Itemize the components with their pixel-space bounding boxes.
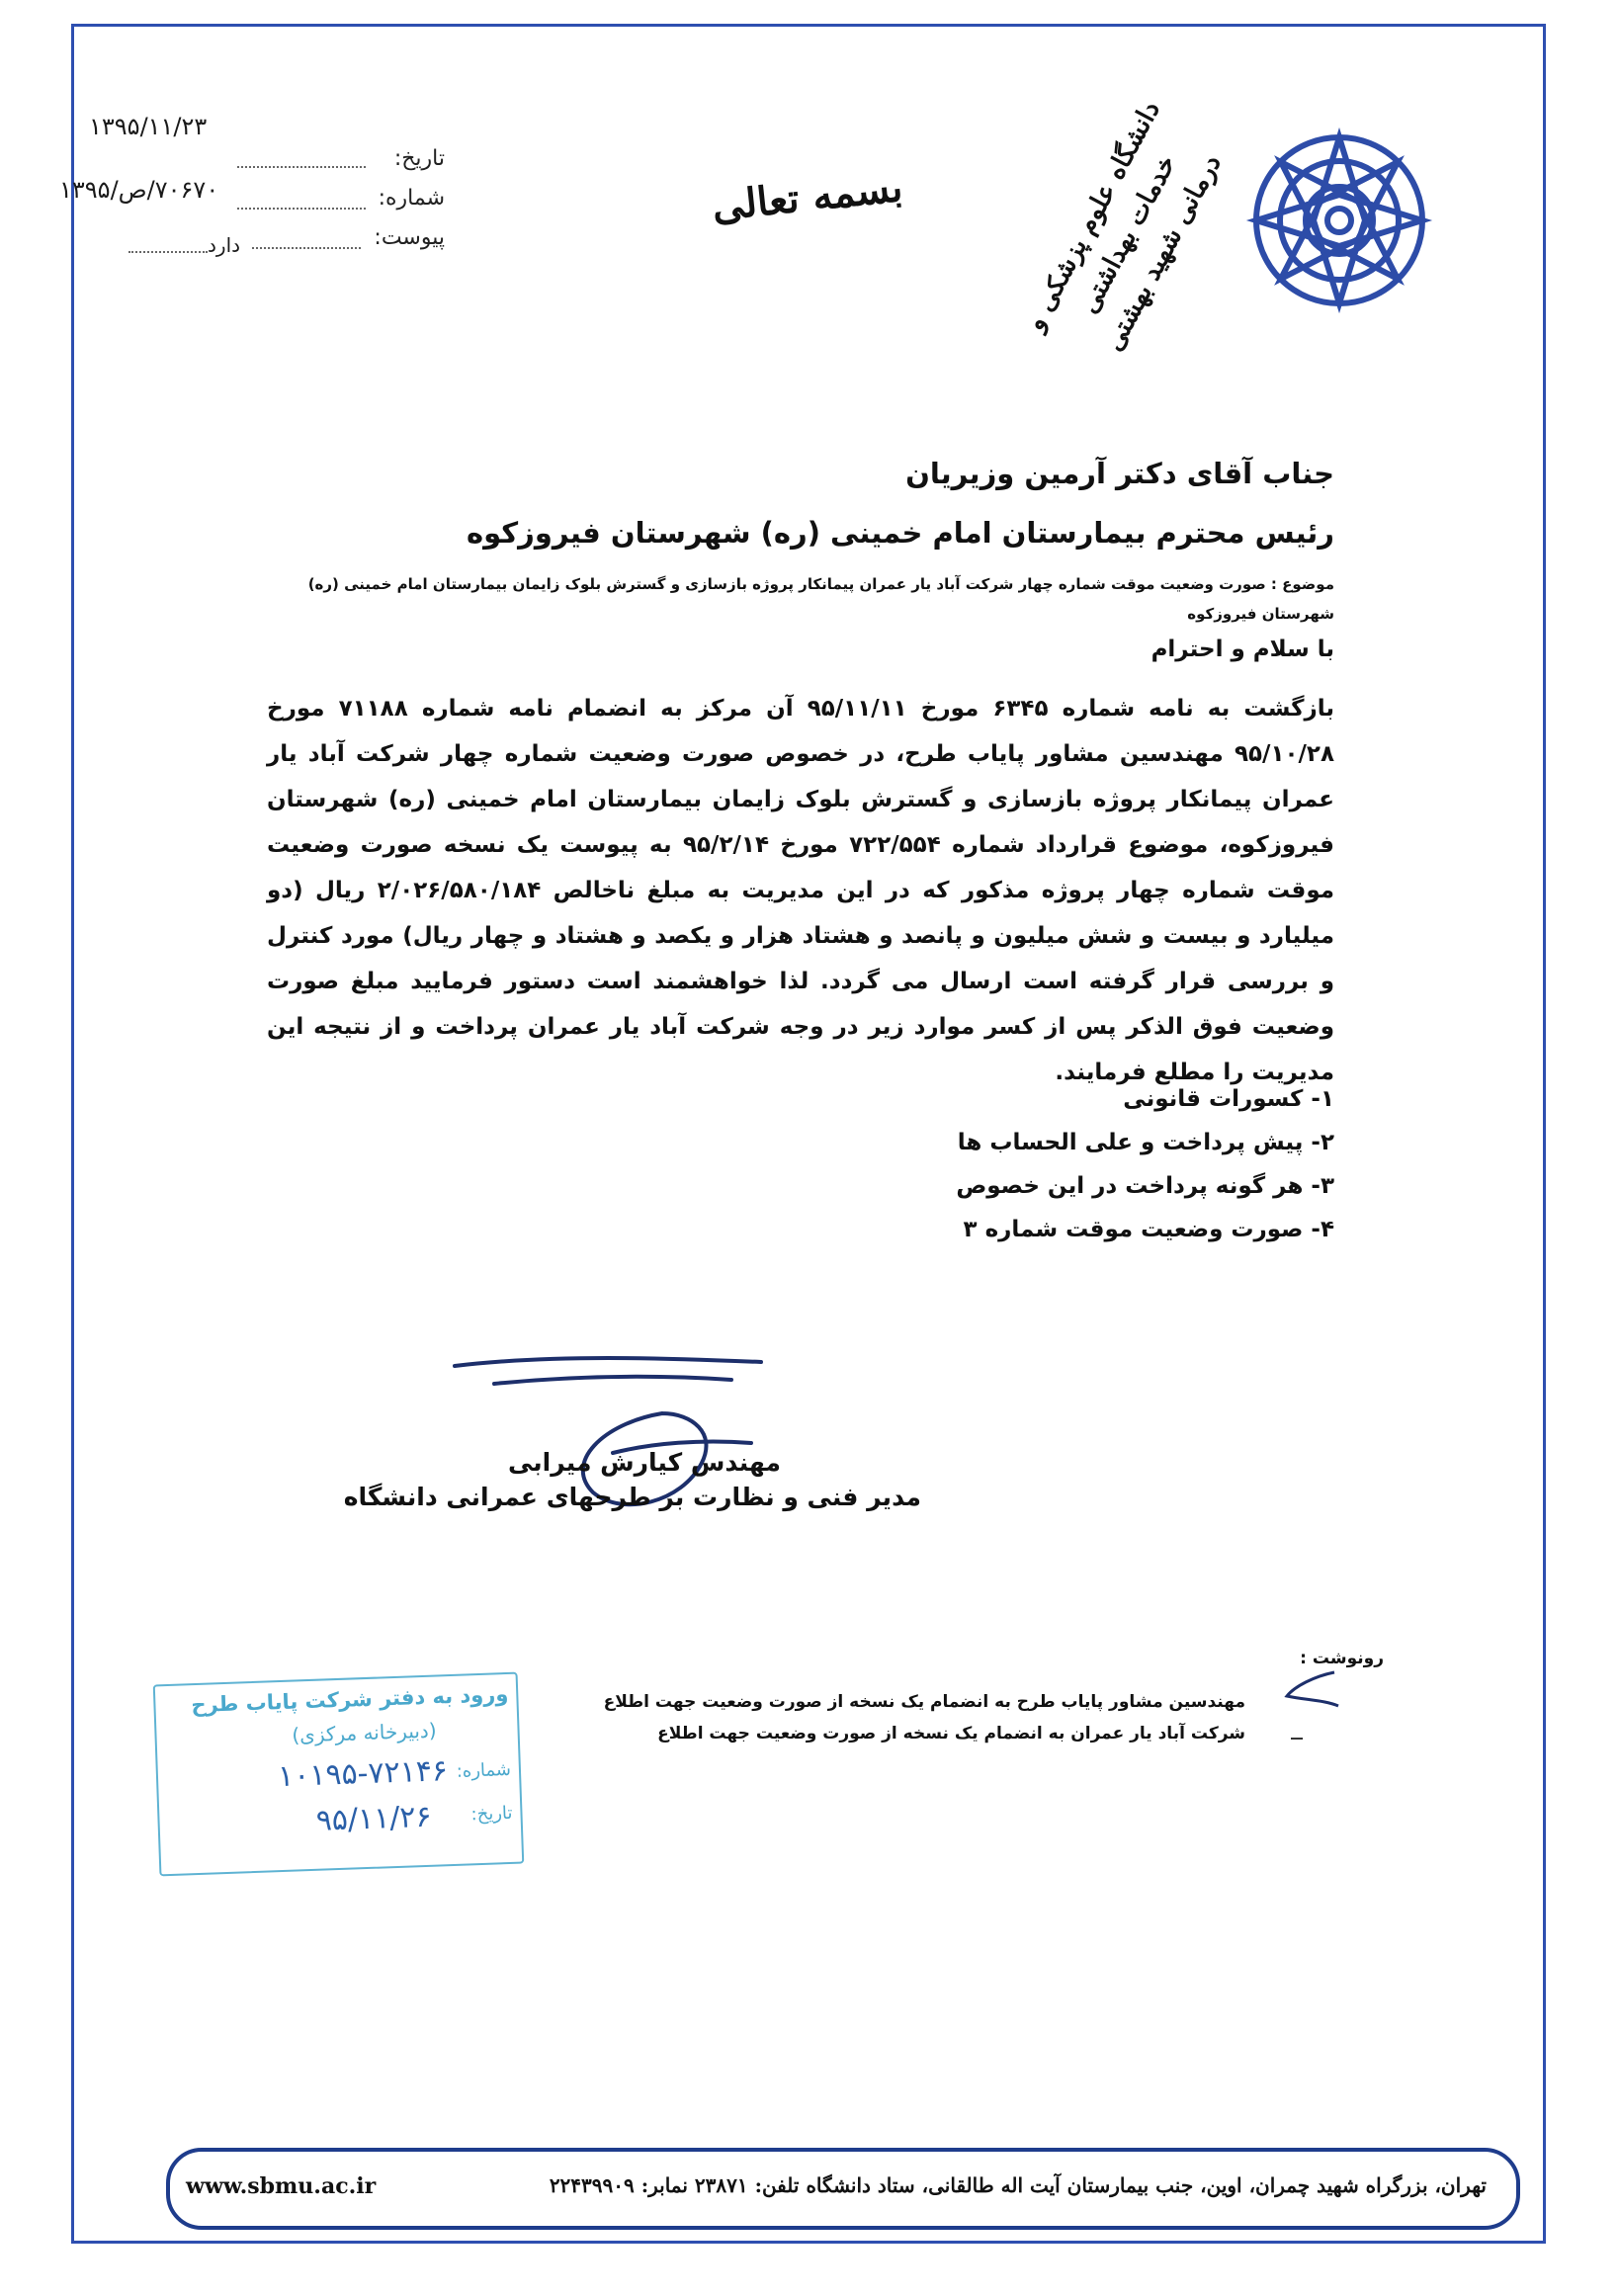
stamp-date-value: ۹۵/۱۱/۲۶ [315,1799,433,1838]
stamp-number-value: ۱۰۱۹۵-۷۲۱۴۶ [277,1753,449,1795]
attachment-dots-2 [128,251,208,253]
received-stamp [153,1672,525,1877]
list-item: ۴- صورت وضعیت موقت شماره ۳ [963,1217,1334,1242]
cc-item: مهندسین مشاور پایاب طرح به انضمام یک نسخه از صورت وضعیت جهت اطلاع [603,1692,1245,1712]
list-item: ۲- پیش پرداخت و علی الحساب ها [957,1130,1334,1155]
stamp-subtitle: (دبیرخانه مرکزی) [291,1718,437,1747]
attachment-dots [252,247,361,249]
cc-label: رونوشت : [1300,1649,1384,1668]
basmala: بسمه تعالی [710,164,905,230]
footer-address: تهران، بزرگراه شهید چمران، اوین، جنب بیمارستان آیت اله طالقانی، ستاد دانشگاه تلفن: ۲۳۸۷۱ نمابر: ۲۲۴۳۹۹۰۹ [549,2173,1487,2197]
number-label: شماره: [378,186,445,211]
signer-title: مدیر فنی و نظارت بر طرحهای عمرانی دانشگاه [343,1483,921,1511]
date-dots [237,166,366,168]
signer-name: مهندس کیارش میرابی [507,1448,781,1477]
list-item: ۳- هر گونه پرداخت در این خصوص [956,1173,1334,1199]
letter-number-value: ۷۰۶۷۰/ص/۱۳۹۵ [59,176,219,204]
date-label: تاریخ: [393,146,445,171]
letter-meta [59,111,445,279]
number-dots [237,208,366,210]
stamp-date-label: تاریخ: [470,1802,513,1826]
date-value: ۱۳۹۵/۱۱/۲۳ [89,113,208,140]
cc-initials-mark [1275,1666,1344,1716]
footer-box [166,2148,1520,2230]
cc-item: شرکت آباد یار عمران به انضمام یک نسخه از صورت وضعیت جهت اطلاع [657,1724,1245,1743]
attachment-value: دارد [208,233,241,257]
deduction-list [741,1077,1334,1251]
cc-dash [1291,1738,1303,1740]
stamp-number-label: شماره: [456,1758,512,1782]
footer-website: www.sbmu.ac.ir [186,2173,377,2199]
stamp-title: ورود به دفتر شرکت پایاب طرح [190,1681,509,1718]
subject-line: موضوع : صورت وضعیت موقت شماره چهار شرکت آباد یار عمران پیمانکار پروژه بازسازی و گسترش بلوک زایمان بیمارستان امام خمینی (ره) شهرستان فیروزکوه [307,575,1334,623]
university-name: دانشگاه علوم پزشکی و خدمات بهداشتی درمانی شهید بهشتی [1020,96,1228,357]
attachment-label: پیوست: [374,225,445,250]
recipient-line-1: جناب آقای دکتر آرمین وزیریان [905,457,1334,490]
list-item: ۱- کسورات قانونی [1123,1086,1334,1112]
recipient-line-2: رئیس محترم بیمارستان امام خمینی (ره) شهرستان فیروزکوه [466,516,1334,550]
greeting: با سلام و احترام [1150,637,1334,662]
body-paragraph: بازگشت به نامه شماره ۶۳۴۵ مورخ ۹۵/۱۱/۱۱ آن مرکز به انضمام نامه شماره ۷۱۱۸۸ مورخ ۹۵/۱۰/۲۸ مهندسین مشاور پایاب طرح، در خصوص صورت وضعیت شماره چهار شرکت آباد یار عمران پیمانکار پروژه بازسازی و گسترش بلوک زایمان بیمارستان امام خمینی (ره) شهرستان فیروزکوه، موضوع قرارداد شماره ۷۲۲/۵۵۴ مورخ ۹۵/۲/۱۴ به پیوست یک نسخه صورت وضعیت موقت شماره چهار پروژه مذکور که در این مدیریت به مبلغ ناخالص ۲/۰۲۶/۵۸۰/۱۸۴ ریال (دو میلیارد و بیست و شش میلیون و پانصد و هشتاد هزار و یکصد و هشتاد و چهار ریال) مورد کنترل و بررسی قرار گرفته است ارسال می گردد. لذا خواهشمند است دستور فرمایید مبلغ صورت وضعیت فوق الذکر پس از کسر موارد زیر در وجه شرکت آباد یار عمران پرداخت و از نتیجه این مدیریت را مطلع فرمایند. [267,696,1334,1085]
